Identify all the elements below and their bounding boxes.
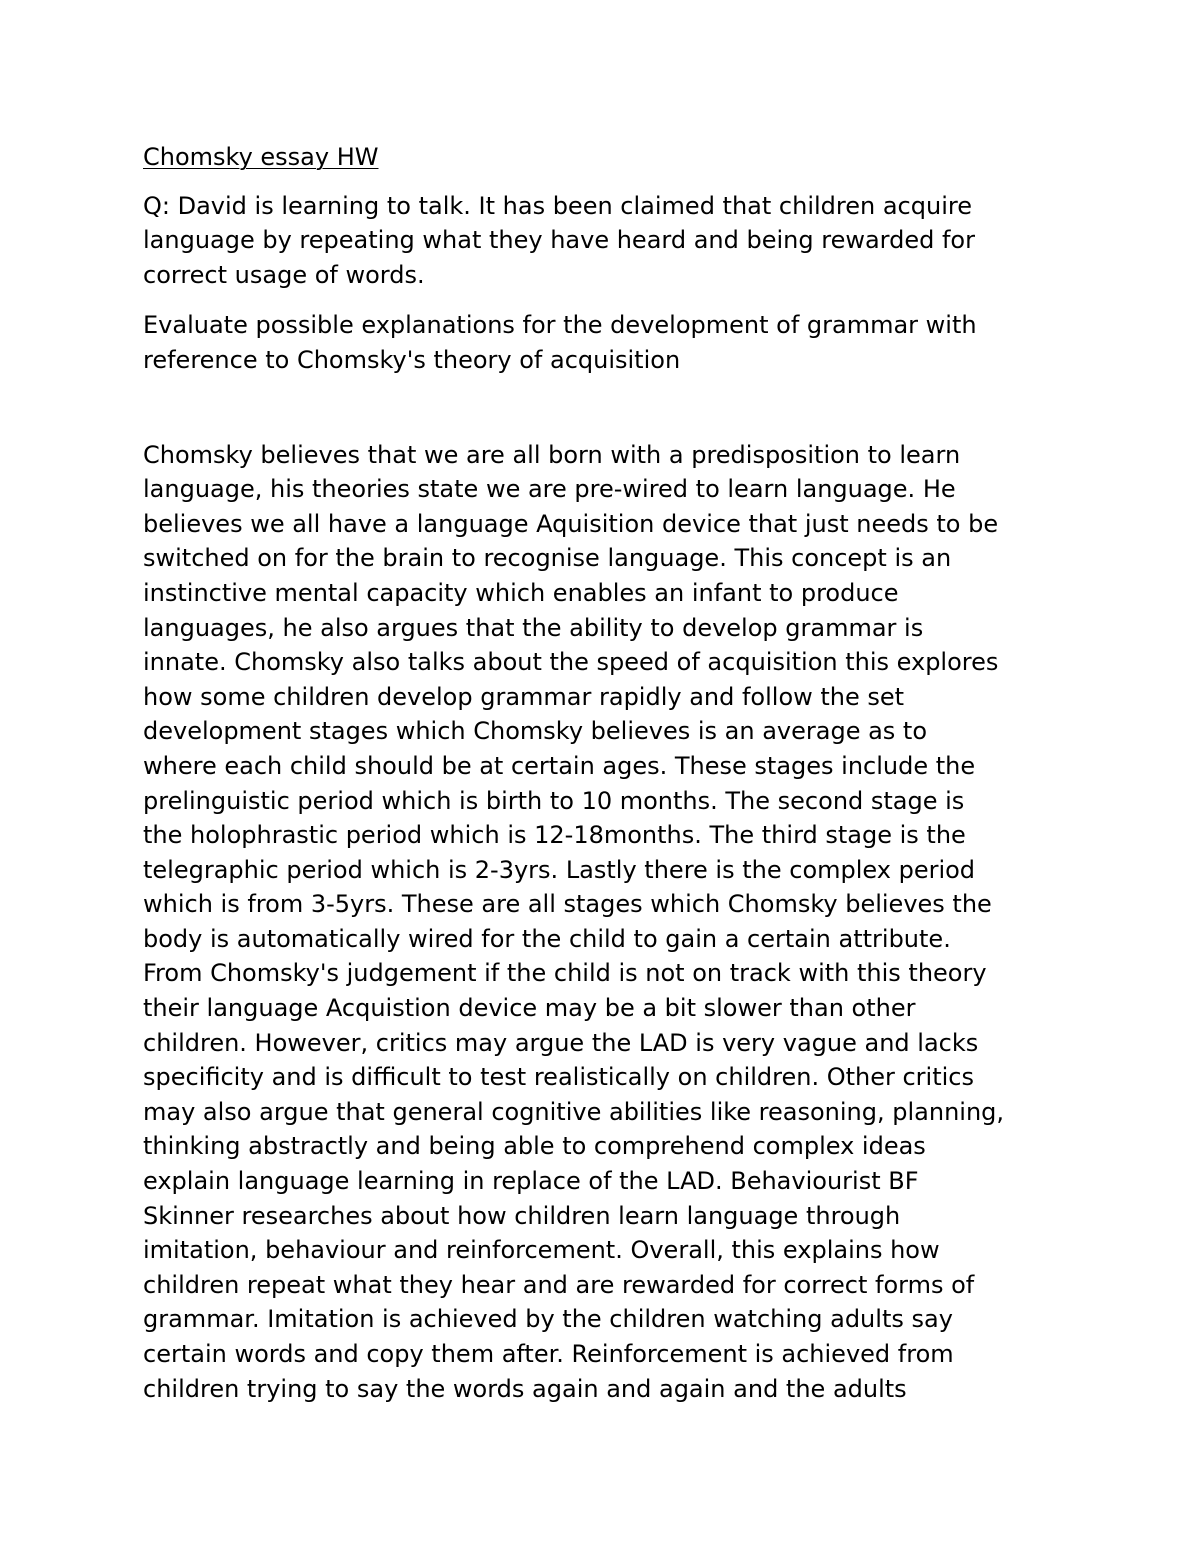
prompt-paragraph <box>143 308 1073 377</box>
body-line: telegraphic period which is 2-3yrs. Lastly there is the complex period <box>143 855 976 884</box>
document-content <box>143 140 1073 1406</box>
question-line: correct usage of words. <box>143 260 425 289</box>
body-line: specificity and is difficult to test realistically on children. Other critics <box>143 1063 974 1092</box>
prompt-line: reference to Chomsky's theory of acquisition <box>143 345 681 374</box>
body-line: instinctive mental capacity which enables an infant to produce <box>143 578 899 607</box>
body-line: imitation, behaviour and reinforcement. Overall, this explains how <box>143 1236 940 1265</box>
body-line: languages, he also argues that the ability to develop grammar is <box>143 613 924 642</box>
body-line: innate. Chomsky also talks about the speed of acquisition this explores <box>143 648 999 677</box>
document-title: Chomsky essay HW <box>143 143 379 171</box>
body-line: explain language learning in replace of the LAD. Behaviourist BF <box>143 1167 919 1196</box>
body-line: children. However, critics may argue the LAD is very vague and lacks <box>143 1028 979 1057</box>
body-line: their language Acquistion device may be a bit slower than other <box>143 994 916 1023</box>
question-paragraph <box>143 189 1073 293</box>
body-line: prelinguistic period which is birth to 10 months. The second stage is <box>143 786 965 815</box>
question-line: language by repeating what they have heard and being rewarded for <box>143 226 975 255</box>
body-line: which is from 3-5yrs. These are all stages which Chomsky believes the <box>143 890 992 919</box>
body-line: grammar. Imitation is achieved by the children watching adults say <box>143 1305 953 1334</box>
body-line: thinking abstractly and being able to comprehend complex ideas <box>143 1132 926 1161</box>
body-line: how some children develop grammar rapidly and follow the set <box>143 682 905 711</box>
prompt-line: Evaluate possible explanations for the development of grammar with <box>143 311 977 340</box>
body-line: development stages which Chomsky believes is an average as to <box>143 717 928 746</box>
essay-body-paragraph <box>143 438 1073 1407</box>
body-line: the holophrastic period which is 12-18months. The third stage is the <box>143 821 966 850</box>
body-line: Chomsky believes that we are all born with a predisposition to learn <box>143 440 961 469</box>
body-line: From Chomsky's judgement if the child is not on track with this theory <box>143 959 987 988</box>
body-line: body is automatically wired for the child to gain a certain attribute. <box>143 924 951 953</box>
body-line: children repeat what they hear and are rewarded for correct forms of <box>143 1270 975 1299</box>
body-line: where each child should be at certain ages. These stages include the <box>143 751 976 780</box>
body-line: Skinner researches about how children learn language through <box>143 1201 901 1230</box>
body-line: language, his theories state we are pre-wired to learn language. He <box>143 475 956 504</box>
body-line: children trying to say the words again and again and the adults <box>143 1374 907 1403</box>
question-line: Q: David is learning to talk. It has been claimed that children acquire <box>143 191 972 220</box>
body-line: may also argue that general cognitive abilities like reasoning, planning, <box>143 1097 1005 1126</box>
body-line: certain words and copy them after. Reinforcement is achieved from <box>143 1340 954 1368</box>
body-line: switched on for the brain to recognise language. This concept is an <box>143 544 952 573</box>
body-line: believes we all have a language Aquisition device that just needs to be <box>143 509 999 538</box>
